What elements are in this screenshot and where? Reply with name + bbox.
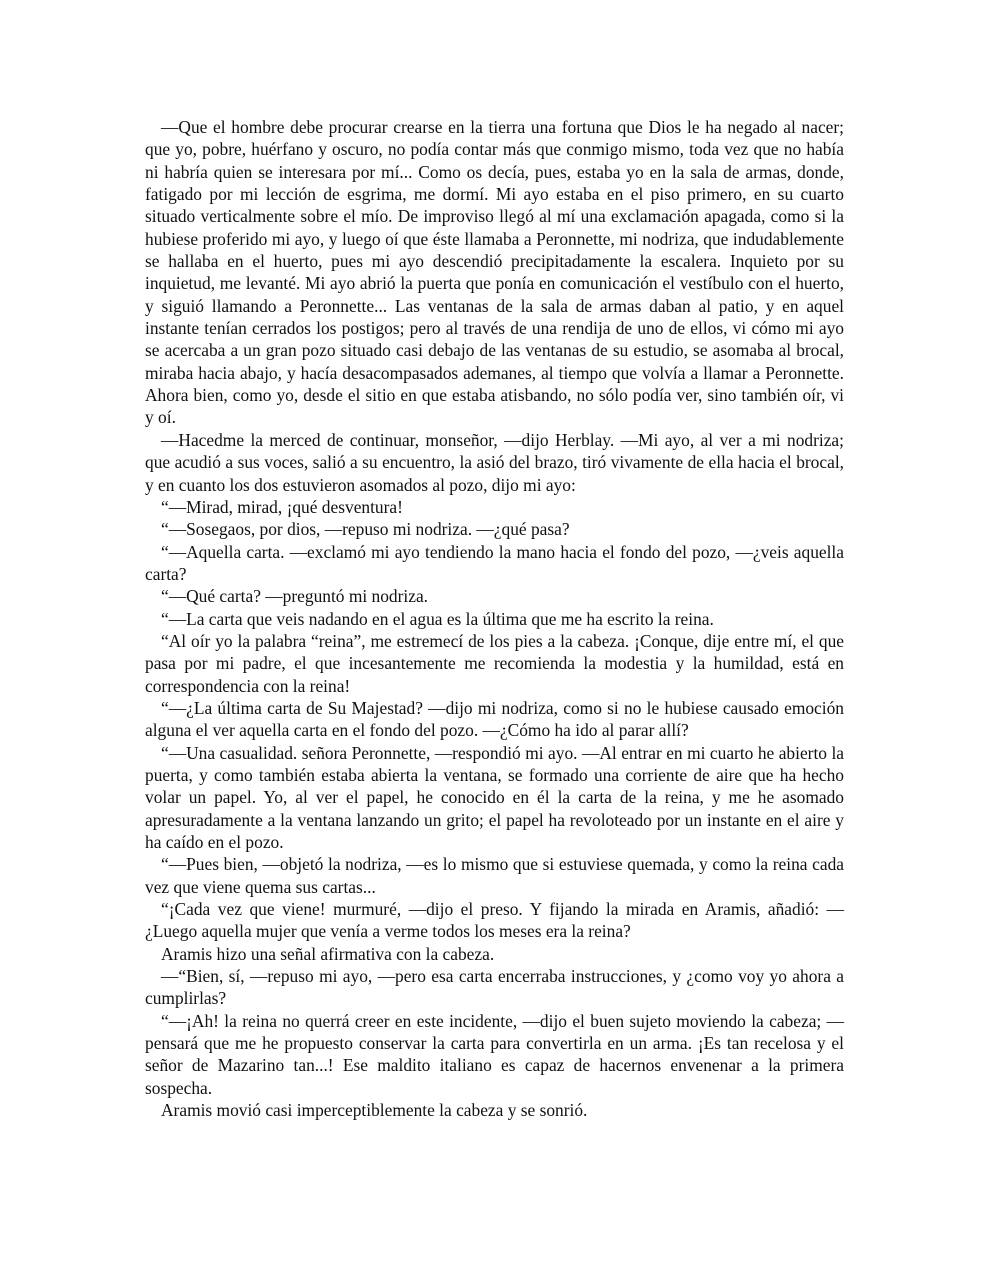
paragraph: “—Aquella carta. —exclamó mi ayo tendiendo la mano hacia el fondo del pozo, —¿veis aquella carta?: [145, 541, 844, 584]
paragraph: “—Mirad, mirad, ¡qué desventura!: [161, 496, 403, 517]
page-body: [145, 116, 844, 1121]
paragraph: —“Bien, sí, —repuso mi ayo, —pero esa carta encerraba instrucciones, y ¿como voy yo ahora a cumplirlas?: [145, 966, 844, 1009]
paragraph: “—La carta que veis nadando en el agua es la última que me ha escrito la reina.: [161, 608, 714, 629]
paragraph: “Al oír yo la palabra “reina”, me estremecí de los pies a la cabeza. ¡Conque, dije entre mí, el que pasa por mi padre, el que incesantemente me recomienda la modestia y la humildad, está en correspondencia con la reina!: [145, 630, 844, 696]
paragraph: “—¿La última carta de Su Majestad? —dijo mi nodriza, como si no le hubiese causado emoción alguna el ver aquella carta en el fondo del pozo. —¿Cómo ha ido al parar allí?: [145, 697, 844, 741]
paragraph: Aramis movió casi imperceptiblemente la cabeza y se sonrió.: [161, 1100, 588, 1121]
paragraph: “—Qué carta? —preguntó mi nodriza.: [161, 586, 429, 607]
paragraph: “—Una casualidad. señora Peronnette, —respondió mi ayo. —Al entrar en mi cuarto he abierto la puerta, y como también estaba abierta la ventana, se formado una corriente de aire que ha hecho volar un papel. Yo, al ver el papel, he conocido en él la carta de la reina, y me he asomado apresuradamente a la ventana lanzando un grito; el papel ha revoloteado por un instante en el aire y ha caído en el pozo.: [145, 742, 844, 852]
paragraph: Aramis hizo una señal afirmativa con la cabeza.: [161, 943, 495, 964]
paragraph: “—Sosegaos, por dios, —repuso mi nodriza. —¿qué pasa?: [161, 519, 570, 540]
paragraph: —Hacedme la merced de continuar, monseñor, —dijo Herblay. —Mi ayo, al ver a mi nodriza; que acudió a sus voces, salió a su encuentro, la asió del brazo, tiró vivamente de ella hacia el brocal, y en cuanto los dos estuvieron asomados al pozo, dijo mi ayo:: [145, 429, 844, 495]
paragraph: “—Pues bien, —objetó la nodriza, —es lo mismo que si estuviese quemada, y como la reina cada vez que viene quema sus cartas...: [145, 854, 844, 897]
paragraph: —Que el hombre debe procurar crearse en la tierra una fortuna que Dios le ha negado al nacer; que yo, pobre, huérfano y oscuro, no podía contar más que conmigo mismo, toda vez que no había ni habría quien se interesara por mí... Como os decía, pues, estaba yo en la sala de armas, donde, fatigado por mi lección de esgrima, me dormí. Mi ayo estaba en el piso primero, en su cuarto situado verticalmente sobre el mío. De improviso llegó al mí una exclamación apagada, como si la hubiese proferido mi ayo, y luego oí que éste llamaba a Peronnette, mi nodriza, que indudablemente se hallaba en el huerto, pues mi ayo descendió precipitadamente la escalera. Inquieto por su inquietud, me levanté. Mi ayo abrió la puerta que ponía en comunicación el vestíbulo con el huerto, y siguió llamando a Peronnette... Las ventanas de la sala de armas daban al patio, y en aquel instante tenían cerrados los postigos; pero al través de una rendija de uno de ellos, vi cómo mi ayo se acercaba a un gran pozo situado casi debajo de las ventanas de su estudio, se asomaba al brocal, miraba hacia abajo, y hacía desacompasados ademanes, al tiempo que volvía a llamar a Peronnette. Ahora bien, como yo, desde el sitio en que estaba atisbando, no sólo podía ver, sino también oír, vi y oí.: [145, 117, 844, 428]
paragraph: “¡Cada vez que viene! murmuré, —dijo el preso. Y fijando la mirada en Aramis, añadió: —¿Luego aquella mujer que venía a verme todos los meses era la reina?: [145, 899, 844, 942]
paragraph: “—¡Ah! la reina no querrá creer en este incidente, —dijo el buen sujeto moviendo la cabeza; —pensará que me he propuesto conservar la carta para convertirla en un arma. ¡Es tan recelosa y el señor de Mazarino tan...! Ese maldito italiano es capaz de hacernos envenenar a la primera sospecha.: [145, 1010, 844, 1098]
